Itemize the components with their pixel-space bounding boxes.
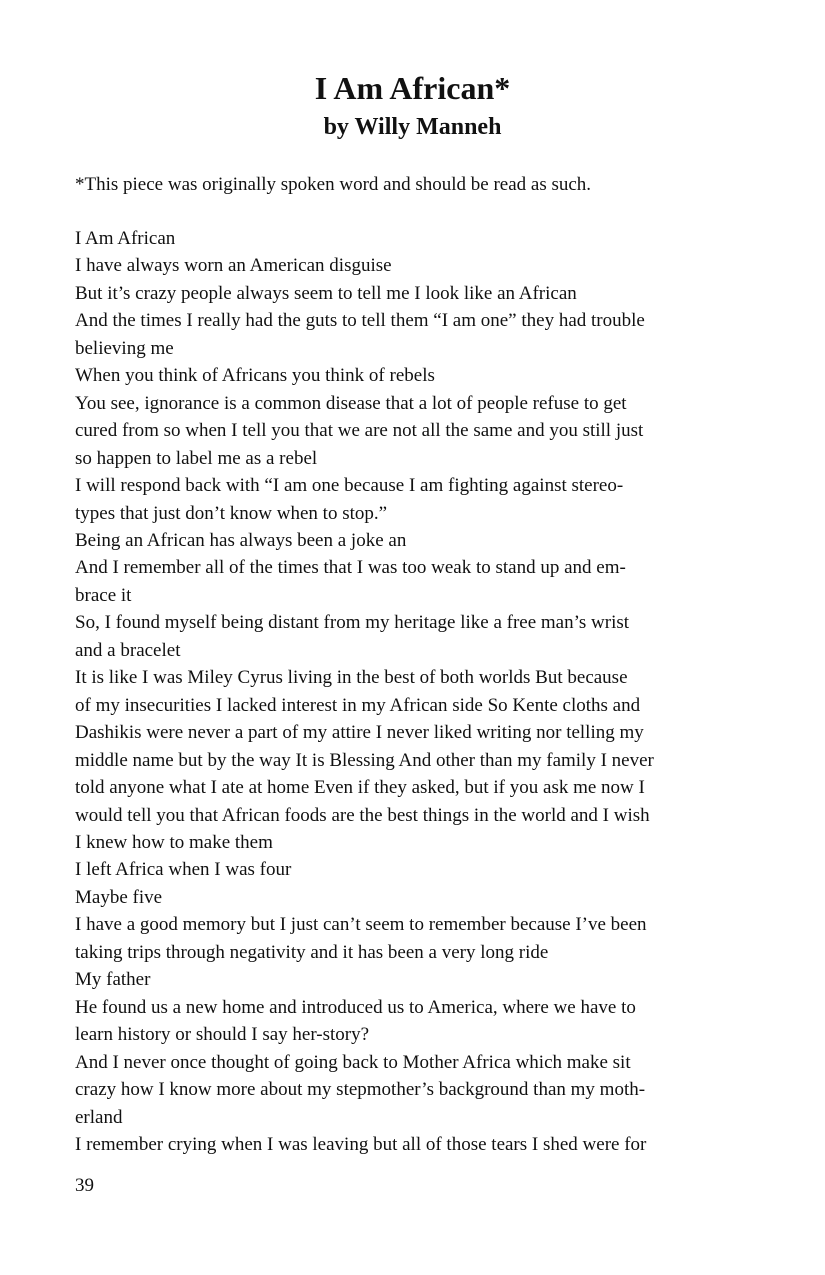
poem-line: And I remember all of the times that I was too weak to stand up and em- [75, 557, 626, 579]
poem-line: told anyone what I ate at home Even if they asked, but if you ask me now I [75, 777, 645, 799]
poem-line: And the times I really had the guts to tell them “I am one” they had trouble [75, 310, 645, 332]
poem-line: brace it [75, 584, 132, 606]
poem-line: learn history or should I say her-story? [75, 1024, 370, 1046]
poem-line: types that just don’t know when to stop.” [75, 502, 388, 524]
poem-line: so happen to label me as a rebel [75, 447, 318, 469]
poem-line: I have always worn an American disguise [75, 255, 392, 277]
poem-byline: by Willy Manneh [323, 114, 502, 140]
poem-line: and a bracelet [75, 639, 181, 661]
poem-line: Dashikis were never a part of my attire I never liked writing nor telling my [75, 722, 644, 744]
poem-line: Being an African has always been a joke an [75, 529, 407, 551]
poem-line: taking trips through negativity and it has been a very long ride [75, 941, 549, 963]
poem-line: I knew how to make them [75, 831, 273, 853]
spoken-word-note: *This piece was originally spoken word and should be read as such. [75, 174, 592, 195]
poem-line: Maybe five [75, 886, 163, 908]
poem-line: I left Africa when I was four [75, 859, 292, 881]
poem-line: And I never once thought of going back to Mother Africa which make sit [75, 1051, 631, 1073]
poem-line: I will respond back with “I am one because I am fighting against stereo- [75, 475, 624, 497]
poem-line: I remember crying when I was leaving but all of those tears I shed were for [75, 1133, 647, 1155]
poem-line: crazy how I know more about my stepmother’s background than my moth- [75, 1079, 646, 1101]
poem-line: He found us a new home and introduced us to America, where we have to [75, 996, 636, 1018]
poem-line: erland [75, 1106, 123, 1128]
poem-line: My father [75, 969, 151, 991]
poem-line: You see, ignorance is a common disease that a lot of people refuse to get [75, 392, 627, 414]
poem-line: When you think of Africans you think of rebels [75, 365, 435, 387]
poem-line: middle name but by the way It is Blessing And other than my family I never [75, 749, 654, 771]
poem-body [75, 225, 775, 1158]
page-number: 39 [75, 1175, 94, 1196]
poem-line: I Am African [75, 228, 176, 249]
poem-line: But it’s crazy people always seem to tell me I look like an African [75, 282, 577, 304]
poem-line: would tell you that African foods are the best things in the world and I wish [75, 804, 650, 826]
poem-line: I have a good memory but I just can’t seem to remember because I’ve been [75, 914, 647, 936]
poem-line: of my insecurities I lacked interest in my African side So Kente cloths and [75, 694, 641, 716]
poem-line: believing me [75, 337, 174, 359]
poem-line: cured from so when I tell you that we are not all the same and you still just [75, 420, 644, 442]
poem-line: So, I found myself being distant from my heritage like a free man’s wrist [75, 612, 630, 634]
poem-line: It is like I was Miley Cyrus living in the best of both worlds But because [75, 667, 628, 689]
poem-title: I Am African* [314, 70, 511, 106]
